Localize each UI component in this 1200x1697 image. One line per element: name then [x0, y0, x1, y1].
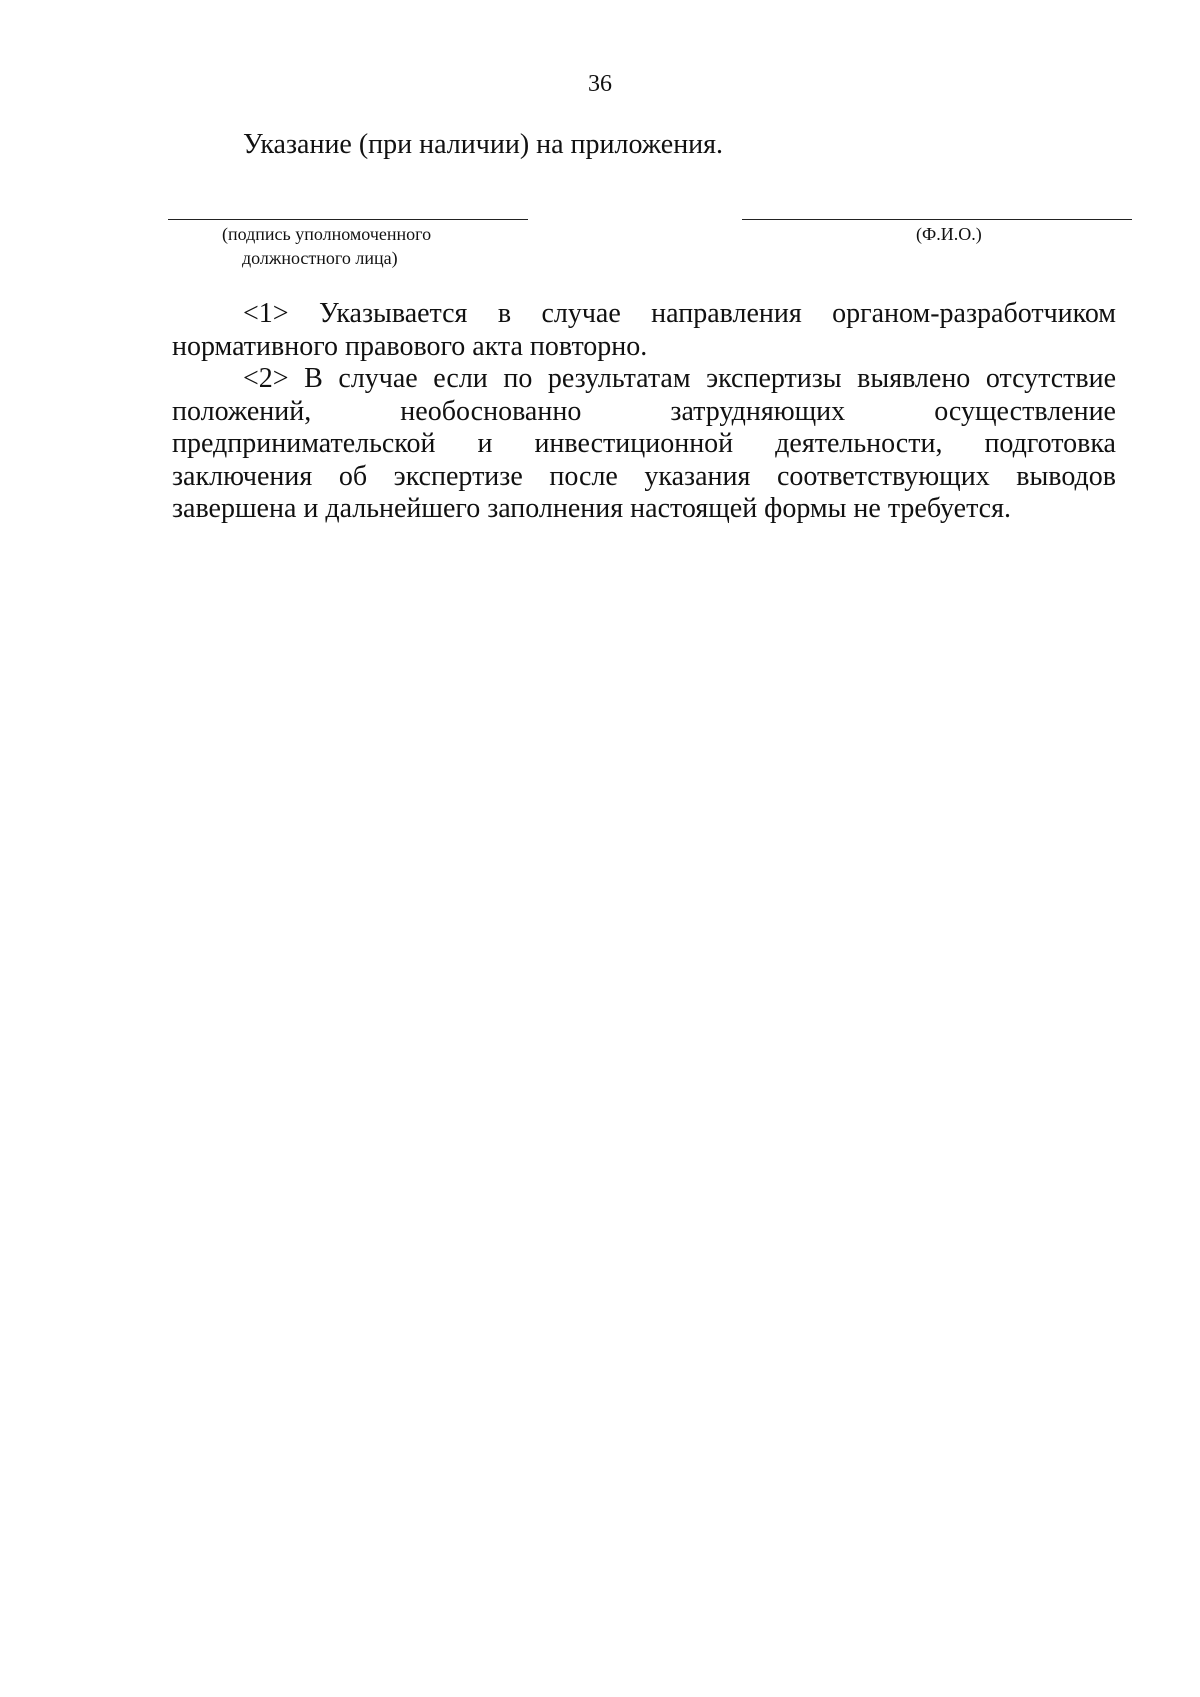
signature-caption-line1: (подпись уполномоченного: [222, 224, 432, 244]
signature-line: [168, 219, 528, 220]
signature-caption: [222, 222, 431, 270]
footnote-marker: <2>: [243, 363, 289, 394]
footnote-text: Указывается в случае направления органом-разработчиком нормативного правового акта повторно.: [172, 298, 1117, 362]
footnote-1: [172, 298, 1116, 363]
footnotes: [172, 298, 1116, 526]
name-caption: (Ф.И.О.): [916, 224, 982, 244]
attachments-note: Указание (при наличии) на приложения.: [243, 129, 724, 160]
name-line: [742, 219, 1132, 220]
footnote-marker: <1>: [243, 298, 289, 329]
footnote-2: [172, 363, 1116, 526]
signature-caption-line2: должностного лица): [242, 248, 398, 268]
footnote-text: В случае если по результатам экспертизы выявлено отсутствие положений, необоснованно затрудняющих осуществление предпринимательской и инвестиционной деятельности, подготовка заключения об экспертизе после указания соответствующих выводов завершена и дальнейшего заполнения настоящей формы не требуется.: [172, 363, 1117, 524]
page-number: 36: [588, 71, 612, 97]
